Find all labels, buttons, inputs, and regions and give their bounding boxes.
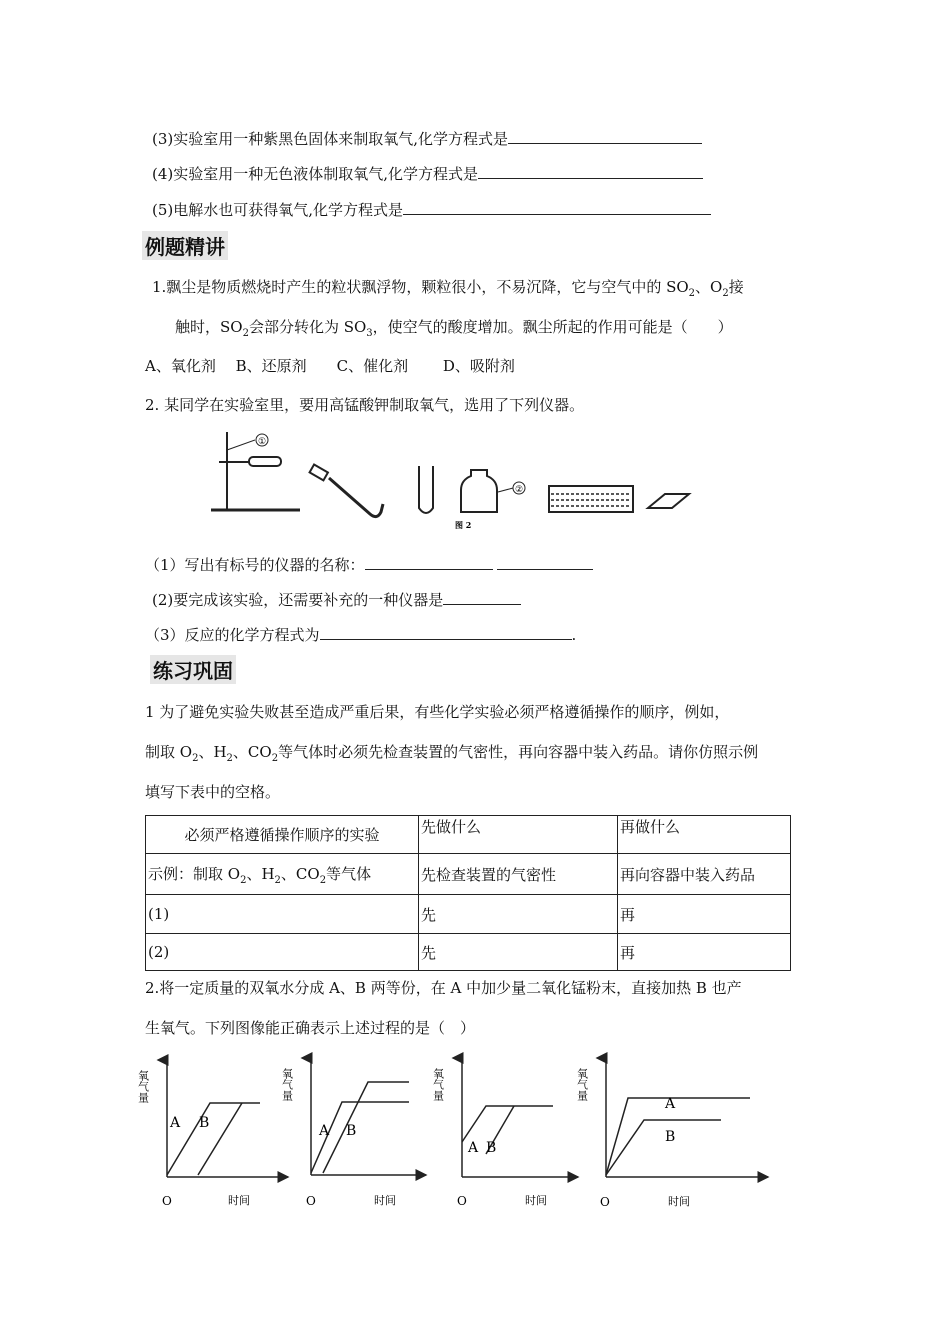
glass-plate-icon	[648, 494, 689, 508]
graph-3-label-b: B	[486, 1140, 497, 1156]
example-2-sub-3: （3）反应的化学方程式为 .	[145, 626, 577, 644]
graph-3-origin: O	[457, 1194, 467, 1208]
question-line-4: (4)实验室用一种无色液体制取氧气,化学方程式是	[152, 163, 703, 184]
table-row	[146, 854, 791, 895]
graph-3-ylabel: 氧气量	[431, 1068, 445, 1101]
table-header-cell: 再做什么	[618, 816, 791, 854]
example-2-stem: 2. 某同学在实验室里，要用高锰酸钾制取氧气，选用了下列仪器。	[145, 396, 585, 414]
example-1-line-2: 触时，$SO_2$会部分转化为 $SO_3$，使空气的酸度增加。飘尘所起的作用可能是（ ）	[175, 318, 733, 339]
graph-option-1	[167, 1060, 288, 1177]
example-2-sub-1: （1）写出有标号的仪器的名称：	[145, 554, 593, 575]
graph-2-ylabel: 氧气量	[280, 1068, 294, 1101]
graph-3-xlabel: 时间	[525, 1194, 547, 1207]
example-1-line-1: 1.飘尘是物质燃烧时产生的粒状飘浮物，颗粒很小，不易沉降，它与空气中的 $SO_2$、$O_2$接	[152, 278, 744, 299]
table-cell: 先	[419, 895, 618, 934]
test-tube-icon	[419, 466, 433, 513]
graph-option-4	[606, 1058, 768, 1177]
iron-stand-icon	[211, 432, 300, 510]
answer-blank	[320, 625, 572, 640]
question-line-5: (5)电解水也可获得氧气,化学方程式是	[152, 199, 711, 220]
order-table	[145, 815, 791, 971]
table-header-cell: 先做什么	[419, 816, 618, 854]
practice-2-line-1: 2.将一定质量的双氧水分成 A、B 两等份，在 A 中加少量二氧化锰粉末，直接加热 B 也产	[145, 979, 742, 997]
answer-blank	[508, 129, 702, 144]
example-1-options: A、氧化剂 B、还原剂 C、催化剂 D、吸附剂	[145, 357, 515, 375]
heading-practice: 练习巩固	[150, 655, 236, 684]
practice-1-line-2: 制取 $O_2$、$H_2$、$CO_2$等气体时必须先检查装置的气密性，再向容器中装入药品。请你仿照示例	[145, 743, 759, 764]
graph-1-label-b: B	[199, 1115, 210, 1131]
figure-label: 图 2	[455, 520, 472, 530]
practice-1-line-1: 1 为了避免实验失败甚至造成严重后果，有些化学实验必须严格遵循操作的顺序，例如，	[145, 703, 730, 721]
table-cell: 示例：制取 $O_2$、$H_2$、$CO_2$等气体	[146, 854, 419, 895]
practice-2-line-2: 生氧气。下列图像能正确表示上述过程的是（ ）	[145, 1019, 476, 1037]
mark-2: ②	[515, 485, 524, 495]
graph-4-label-a: A	[665, 1096, 676, 1112]
graph-option-3	[462, 1058, 578, 1177]
mark-1: ①	[258, 437, 267, 447]
graph-1-label-a: A	[170, 1115, 181, 1131]
table-cell: (2)	[146, 934, 419, 971]
table-row	[146, 816, 791, 854]
answer-blank	[403, 200, 711, 215]
apparatus-figure	[205, 428, 695, 532]
practice-1-line-3: 填写下表中的空格。	[145, 783, 281, 801]
question-line-3: (3)实验室用一种紫黑色固体来制取氧气,化学方程式是	[152, 128, 702, 149]
table-cell: 再向容器中装入药品	[618, 854, 791, 895]
graph-3-label-a: A	[468, 1140, 479, 1156]
water-trough-icon	[549, 486, 633, 512]
graphs-figure	[130, 1050, 780, 1215]
delivery-tube-icon	[310, 465, 383, 517]
graph-2-origin: O	[306, 1194, 316, 1208]
table-cell: 再	[618, 934, 791, 971]
table-cell: (1)	[146, 895, 419, 934]
table-cell: 再	[618, 895, 791, 934]
graph-4-origin: O	[600, 1195, 610, 1209]
heading-examples: 例题精讲	[142, 231, 228, 260]
graph-1-ylabel: 氧气量	[136, 1070, 150, 1103]
graph-4-xlabel: 时间	[668, 1195, 690, 1208]
table-cell: 先检查装置的气密性	[419, 854, 618, 895]
table-cell: 先	[419, 934, 618, 971]
graph-1-xlabel: 时间	[228, 1194, 250, 1207]
example-2-sub-2: (2)要完成该实验，还需要补充的一种仪器是	[152, 589, 521, 610]
table-header-cell: 必须严格遵循操作顺序的实验	[146, 816, 419, 854]
answer-blank	[365, 555, 493, 570]
answer-blank	[443, 590, 521, 605]
answer-blank	[497, 555, 593, 570]
table-row	[146, 934, 791, 971]
graph-1-origin: O	[162, 1194, 172, 1208]
graph-option-2	[311, 1058, 426, 1175]
graph-4-label-b: B	[665, 1129, 676, 1145]
graph-2-label-b: B	[346, 1123, 357, 1139]
graph-2-label-a: A	[319, 1123, 330, 1139]
table-row	[146, 895, 791, 934]
graph-2-xlabel: 时间	[374, 1194, 396, 1207]
graph-4-ylabel: 氧气量	[575, 1068, 589, 1101]
answer-blank	[478, 164, 703, 179]
